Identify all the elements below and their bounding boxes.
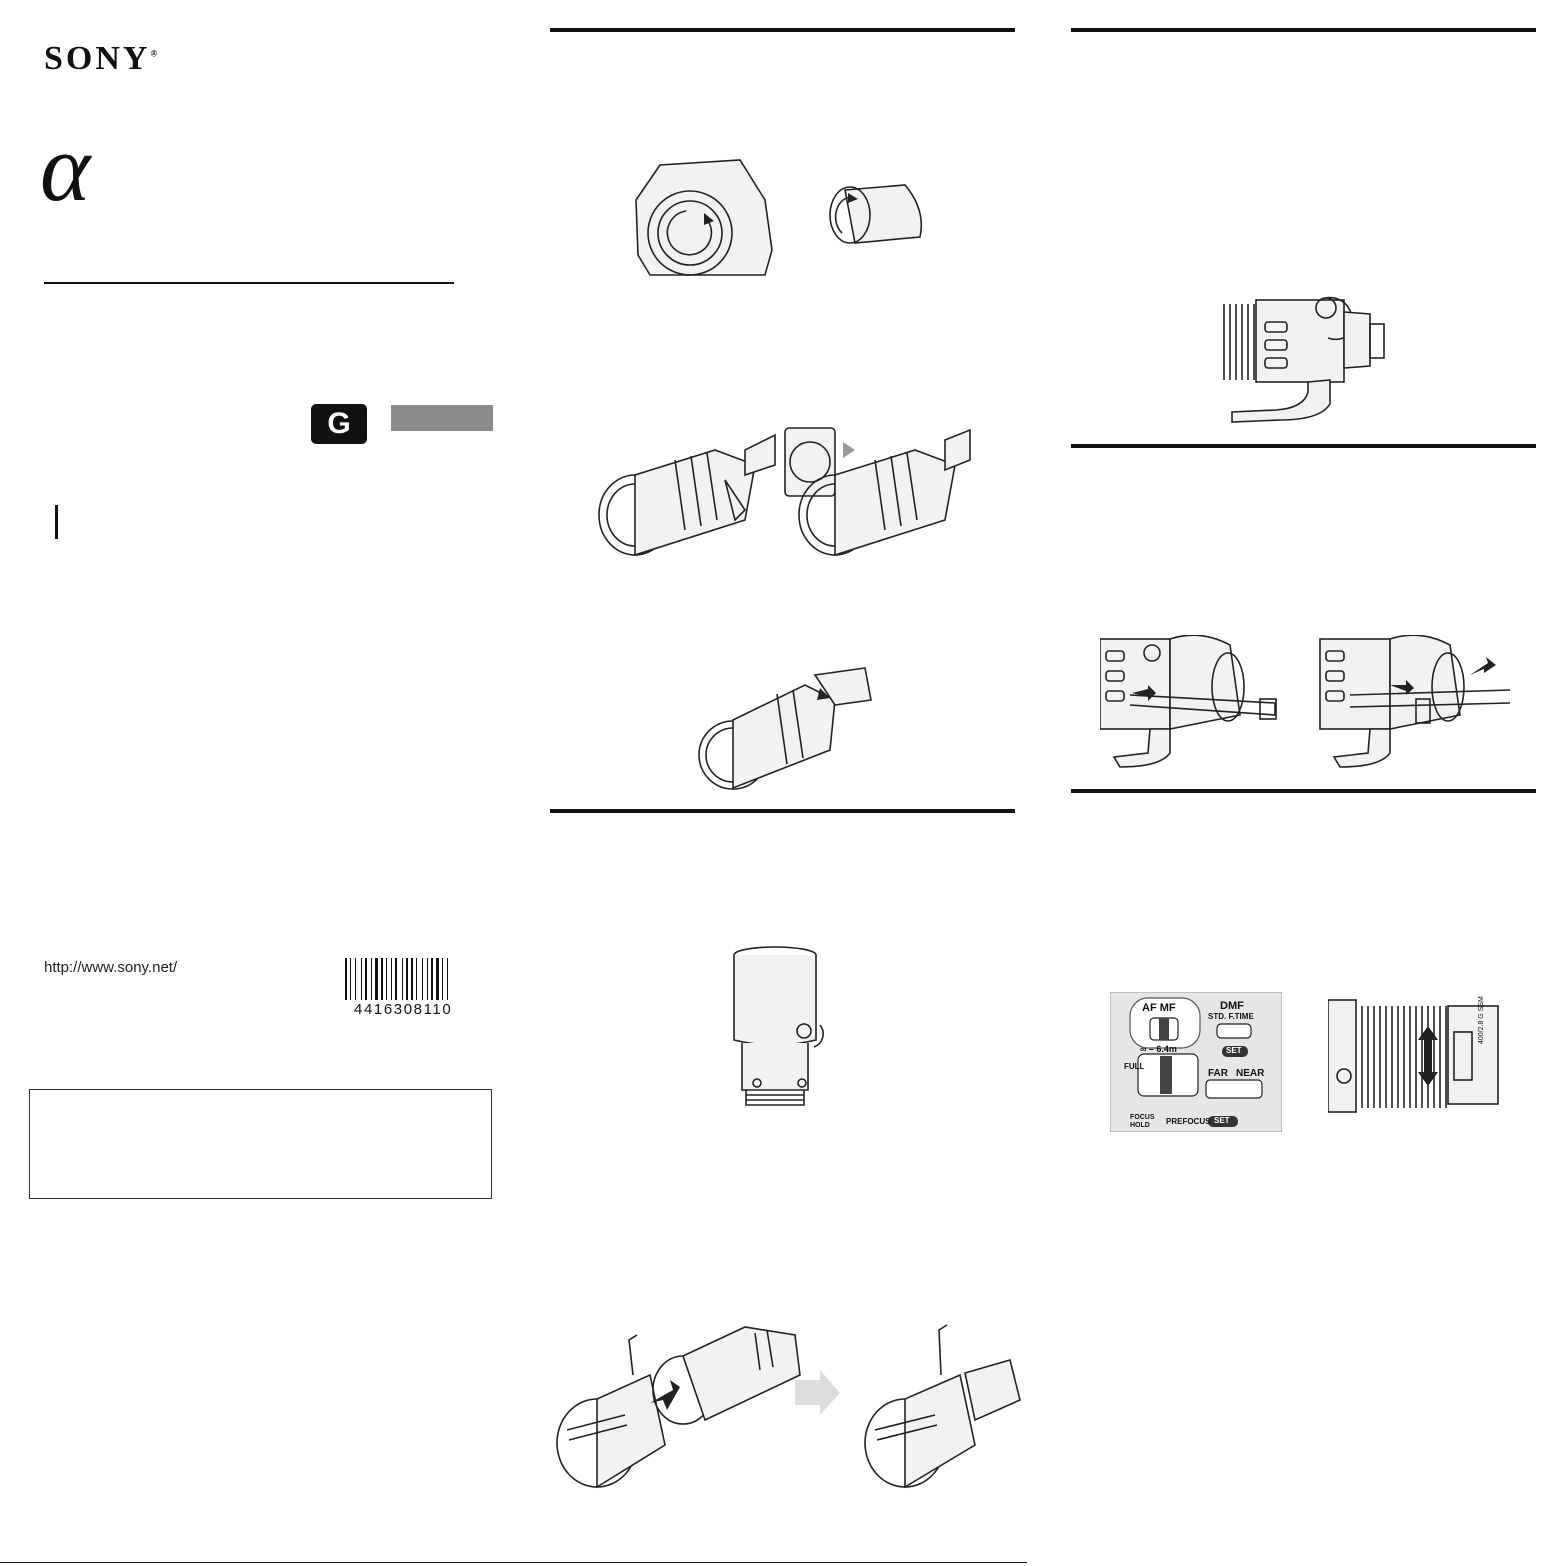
barcode-bar (375, 958, 378, 1000)
near-label: NEAR (1236, 1068, 1265, 1079)
barcode-bar (422, 958, 423, 1000)
section-rule-hood (550, 809, 1015, 813)
barcode-bar (355, 958, 356, 1000)
notice-box (29, 1089, 492, 1199)
alpha-logo: α (40, 114, 91, 221)
language-tab (391, 405, 493, 431)
std-ftime-label: STD. F.TIME (1208, 1012, 1254, 1021)
section-rule-attach (550, 28, 1015, 32)
sony-logo: SONY® (44, 40, 158, 77)
barcode-bar (395, 958, 397, 1000)
set-label-2: SET (1214, 1116, 1230, 1125)
fig-attach-lens (595, 420, 985, 560)
barcode-bar (442, 958, 443, 1000)
barcode (345, 958, 475, 1000)
barcode-bar (391, 958, 392, 1000)
section-rule-strap (1071, 444, 1536, 448)
fig-lens-mounted (695, 660, 875, 790)
barcode-bar (381, 958, 383, 1000)
section-marker (55, 505, 58, 539)
full-label: FULL (1124, 1062, 1145, 1071)
barcode-bar (345, 958, 347, 1000)
barcode-number: 4416308110 (354, 1001, 453, 1018)
barcode-bar (402, 958, 403, 1000)
fig-focus-ring (1328, 996, 1500, 1116)
barcode-bar (361, 958, 362, 1000)
barcode-bar (406, 958, 408, 1000)
af-mf-label: AF MF (1142, 1002, 1176, 1014)
fig-remove-caps (630, 155, 930, 285)
fig-front-cover (555, 1315, 1025, 1490)
fig-tripod-collar (1220, 292, 1390, 432)
lens-model-label: 400/2.8 G SSM (1478, 996, 1485, 1044)
barcode-bar (350, 958, 351, 1000)
website-url[interactable]: http://www.sony.net/ (44, 959, 178, 976)
barcode-bar (431, 958, 433, 1000)
barcode-bar (447, 958, 448, 1000)
fig-strap (1100, 635, 1510, 775)
prefocus-label: PREFOCUS (1166, 1117, 1211, 1126)
title-rule (44, 282, 454, 284)
far-label: FAR (1208, 1068, 1228, 1079)
barcode-bar (411, 958, 413, 1000)
fig-focus-mode-switches (1110, 992, 1282, 1132)
barcode-bar (416, 958, 417, 1000)
barcode-bar (436, 958, 439, 1000)
barcode-bar (365, 958, 367, 1000)
g-lens-badge: G (311, 404, 367, 444)
focus-hold-label: FOCUS HOLD (1130, 1114, 1155, 1129)
range-label: ∞ – 6.4m (1140, 1044, 1177, 1054)
section-rule-focus (1071, 789, 1536, 793)
dmf-label: DMF (1220, 1000, 1244, 1012)
section-rule-tripod (1071, 28, 1536, 32)
fig-lens-hood-upright (730, 945, 830, 1115)
set-label-1: SET (1226, 1046, 1242, 1055)
barcode-bar (386, 958, 387, 1000)
bottom-rule (0, 1562, 1027, 1563)
barcode-bar (427, 958, 428, 1000)
barcode-bar (371, 958, 372, 1000)
